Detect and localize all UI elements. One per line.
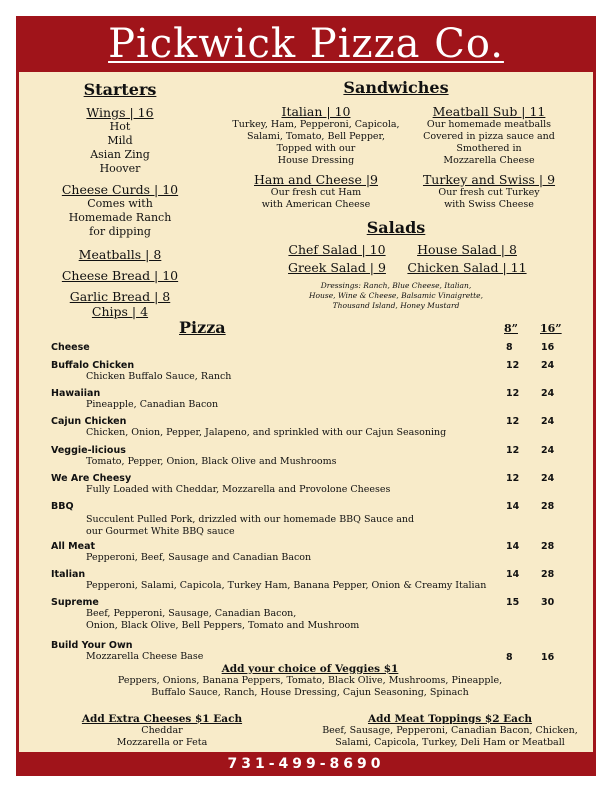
pizza-row (51, 416, 561, 439)
pizza-price-16: 28 (541, 541, 555, 552)
pizza-row (51, 569, 561, 592)
cheese-curds-desc: for dipping (89, 225, 151, 238)
sandwich-item (218, 172, 414, 211)
pizza-heading: Pizza (179, 318, 226, 337)
pizza-name: All Meat (51, 541, 96, 552)
wings-label: Wings | 16 (86, 105, 154, 120)
wings-flavor: Hot (109, 120, 131, 133)
sandwich-desc: Turkey, Ham, Pepperoni, Capicola, (232, 119, 400, 130)
sandwich-desc: with Swiss Cheese (444, 199, 534, 210)
meat-toppings-line: Salami, Capicola, Turkey, Deli Ham or Meatball (335, 737, 565, 748)
pizza-desc: Fully Loaded with Cheddar, Mozzarella and Provolone Cheeses (86, 484, 391, 495)
pizza-name: Buffalo Chicken (51, 360, 135, 371)
pizza-name: Cajun Chicken (51, 416, 127, 427)
pizza-price-8: 12 (506, 360, 520, 371)
pizza-price-16: 24 (541, 388, 555, 399)
extra-cheese-line: Mozzarella or Feta (116, 737, 208, 748)
sandwich-label: Italian | 10 (281, 104, 351, 119)
phone-number[interactable]: 731-499-8690 (227, 756, 385, 772)
chips-label: Chips | 4 (91, 304, 149, 319)
meat-toppings-line: Beef, Sausage, Pepperoni, Canadian Bacon, Chicken, (322, 725, 578, 736)
pizza-name: Veggie-licious (51, 445, 126, 456)
pizza-desc: Pepperoni, Salami, Capicola, Turkey Ham, Banana Pepper, Onion & Creamy Italian (86, 580, 487, 591)
sandwich-desc: Salami, Tomato, Bell Pepper, (246, 131, 386, 142)
pizza-price-8: 12 (506, 388, 520, 399)
pizza-price-16: 24 (541, 473, 555, 484)
starters-section (56, 80, 184, 319)
pizza-price-8: 12 (506, 416, 520, 427)
pizza-desc: Beef, Pepperoni, Sausage, Canadian Bacon, (86, 608, 297, 619)
dressings-line: Thousand Island, Honey Mustard (332, 301, 460, 310)
pizza-price-16: 24 (541, 416, 555, 427)
pizza-desc: Chicken, Onion, Pepper, Jalapeno, and sprinkled with our Cajun Seasoning (86, 427, 447, 438)
pizza-price-16: 16 (541, 342, 555, 353)
cheese-curds-desc: Comes with (87, 197, 153, 210)
meat-toppings-heading: Add Meat Toppings $2 Each (367, 713, 533, 725)
extra-cheese-heading: Add Extra Cheeses $1 Each (81, 713, 243, 725)
sandwich-desc: Our fresh cut Ham (270, 187, 362, 198)
pizza-price-8: 8 (506, 342, 513, 353)
pizza-price-8: 8 (506, 652, 513, 663)
pizza-row (51, 342, 561, 353)
sandwich-desc: Our fresh cut Turkey (438, 187, 540, 198)
pizza-name: Hawaiian (51, 388, 101, 399)
pizza-desc: Chicken Buffalo Sauce, Ranch (86, 371, 232, 382)
pizza-name: We Are Cheesy (51, 473, 132, 484)
pizza-row (51, 445, 561, 468)
veggies-section (100, 663, 520, 699)
pizza-name: Italian (51, 569, 86, 580)
starters-heading: Starters (83, 80, 157, 99)
sandwich-desc: Topped with our (276, 143, 356, 154)
meatballs-label: Meatballs | 8 (78, 247, 162, 262)
cheese-bread-label: Cheese Bread | 10 (61, 268, 179, 283)
pizza-row (51, 501, 561, 538)
veggies-heading: Add your choice of Veggies $1 (221, 663, 399, 675)
pizza-row (51, 597, 561, 632)
sandwich-desc: Smothered in (456, 143, 522, 154)
veggies-line: Peppers, Onions, Banana Peppers, Tomato, Black Olive, Mushrooms, Pineapple, (117, 675, 503, 686)
pizza-desc: Pepperoni, Beef, Sausage and Canadian Bacon (86, 552, 312, 563)
pizza-row (51, 640, 561, 663)
salad-item: House Salad | 8 (417, 242, 517, 257)
salad-item: Chicken Salad | 11 (407, 260, 527, 275)
pizza-price-16: 28 (541, 501, 555, 512)
veggies-line: Buffalo Sauce, Ranch, House Dressing, Cajun Seasoning, Spinach (151, 687, 469, 698)
pizza-name: Build Your Own (51, 640, 133, 651)
pizza-price-16: 28 (541, 569, 555, 580)
sandwich-desc: Covered in pizza sauce and (423, 131, 555, 142)
sandwich-item (218, 104, 414, 167)
pizza-row (51, 473, 561, 496)
pizza-name: BBQ (51, 501, 74, 512)
wings-flavor: Hoover (99, 162, 141, 175)
pizza-price-8: 15 (506, 597, 520, 608)
sandwich-desc: Mozzarella Cheese (443, 155, 535, 166)
wings-flavor: Asian Zing (90, 148, 150, 161)
pizza-price-8: 14 (506, 541, 520, 552)
sandwich-desc: House Dressing (277, 155, 355, 166)
pizza-price-16: 16 (541, 652, 555, 663)
pizza-price-8: 14 (506, 569, 520, 580)
pizza-desc: Tomato, Pepper, Onion, Black Olive and Mushrooms (86, 456, 337, 467)
dressings-line: Dressings: Ranch, Blue Cheese, Italian, (320, 281, 472, 290)
pizza-row (51, 360, 561, 383)
salad-item: Chef Salad | 10 (288, 242, 386, 257)
extra-cheese-line: Cheddar (141, 725, 183, 736)
sandwich-desc: with American Cheese (261, 199, 371, 210)
salad-item: Greek Salad | 9 (288, 260, 386, 275)
wings-flavor: Mild (107, 134, 133, 147)
title-banner (16, 16, 596, 72)
pizza-price-16: 24 (541, 360, 555, 371)
salads-heading: Salads (366, 218, 426, 237)
dressings-note (276, 281, 516, 311)
pizza-price-8: 14 (506, 501, 520, 512)
pizza-price-8: 12 (506, 445, 520, 456)
pizza-price-16: 24 (541, 445, 555, 456)
size-16-header: 16” (540, 322, 562, 335)
pizza-desc: our Gourmet White BBQ sauce (86, 526, 235, 537)
pizza-price-8: 12 (506, 473, 520, 484)
pizza-desc: Onion, Black Olive, Bell Peppers, Tomato and Mushroom (86, 620, 360, 631)
pizza-row (51, 541, 561, 564)
cheese-curds-desc: Homemade Ranch (68, 211, 172, 224)
pizza-desc: Pineapple, Canadian Bacon (86, 399, 219, 410)
size-8-header: 8” (504, 322, 518, 335)
sandwiches-heading: Sandwiches (343, 78, 449, 97)
pizza-name: Supreme (51, 597, 99, 608)
extra-cheese-section (64, 713, 260, 749)
dressings-line: House, Wine & Cheese, Balsamic Vinaigrette, (309, 291, 483, 300)
pizza-name: Cheese (51, 342, 90, 353)
sandwich-label: Turkey and Swiss | 9 (422, 172, 556, 187)
pizza-row (51, 388, 561, 411)
restaurant-title: Pickwick Pizza Co. (108, 21, 504, 67)
sandwich-item (400, 172, 578, 211)
sandwich-item (400, 104, 578, 167)
pizza-desc: Mozzarella Cheese Base (86, 651, 204, 662)
phone-banner (16, 752, 596, 776)
cheese-curds-label: Cheese Curds | 10 (61, 182, 179, 197)
pizza-desc: Succulent Pulled Pork, drizzled with our homemade BBQ Sauce and (86, 514, 415, 525)
meat-toppings-section (310, 713, 590, 749)
sandwich-desc: Our homemade meatballs (426, 119, 552, 130)
sandwich-label: Meatball Sub | 11 (432, 104, 546, 119)
pizza-price-16: 30 (541, 597, 555, 608)
sandwich-label: Ham and Cheese |9 (253, 172, 379, 187)
garlic-bread-label: Garlic Bread | 8 (69, 289, 171, 304)
